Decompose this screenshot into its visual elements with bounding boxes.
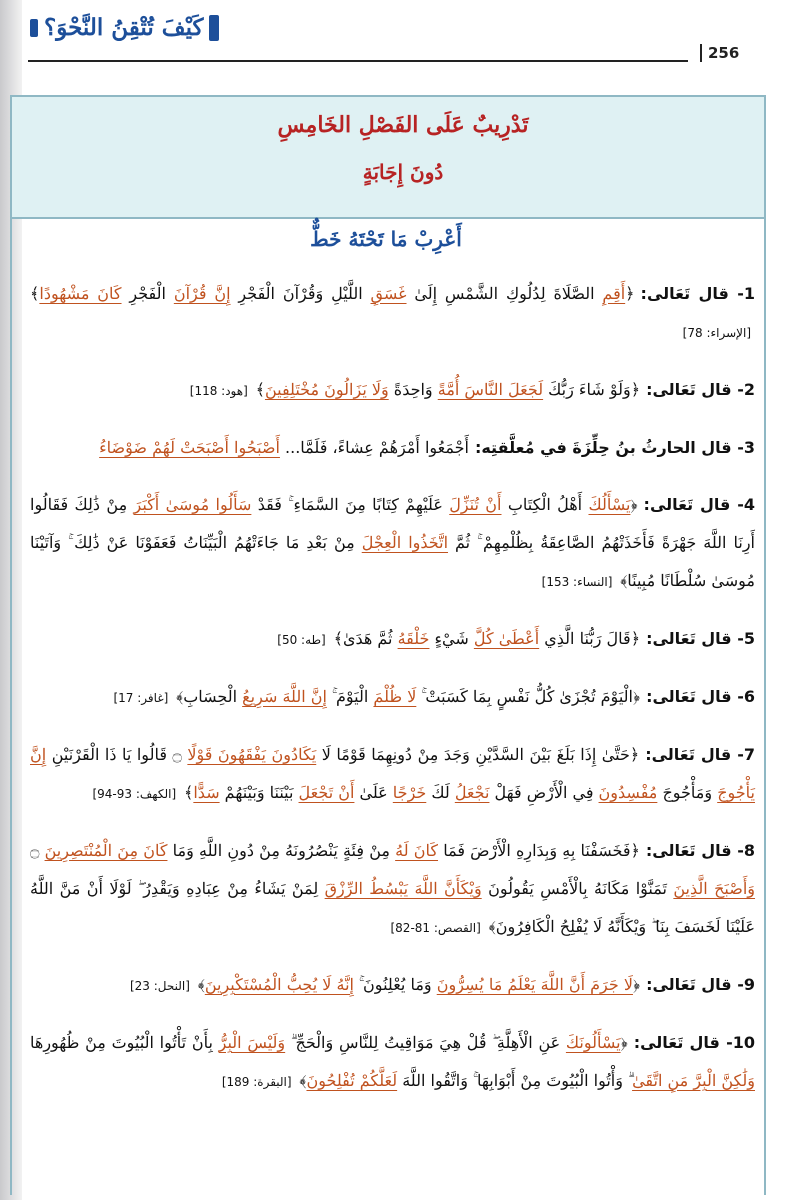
verse-text: أَهْلُ الْكِتَابِ <box>501 495 589 514</box>
verse-reference: [الكهف: 93-94] <box>92 787 180 801</box>
underlined-phrase: أَعْطَىٰ كُلَّ <box>473 629 540 648</box>
verse-reference: [النساء: 153] <box>541 575 617 589</box>
verse-text: بَيْنَنَا وَبَيْنَهُمْ <box>219 783 299 802</box>
question-number: 6- <box>731 687 755 706</box>
logo-ornament-icon <box>209 15 219 41</box>
verse-text: وَاحِدَةً <box>388 380 438 399</box>
question-number: 10- <box>719 1033 756 1052</box>
underlined-phrase: أَقِمِ <box>602 284 626 303</box>
book-title: كَيْفَ تُتْقِنُ النَّحْوَ؟ <box>44 14 204 41</box>
verse-text: لَكَ <box>426 783 455 802</box>
verse-text: ثُمَّ هَدَىٰ﴾ <box>333 629 398 648</box>
exercise-instruction: أَعْرِبْ مَا تَحْتَهُ خَطٌّ <box>310 227 462 251</box>
question-number: 4- <box>730 495 756 514</box>
verse-reference: [النحل: 23] <box>129 979 194 993</box>
verse-text: بِأَنْ تَأْتُوا الْبُيُوتَ مِنْ ظُهُورِهَا <box>30 1033 219 1052</box>
header-rule <box>28 60 688 62</box>
underlined-phrase: إِنَّ يَأْجُوجَ <box>30 745 755 802</box>
verse-text: عَنِ الْأَهِلَّةِ ۖ قُلْ هِيَ مَوَاقِيتُ لِلنَّاسِ وَالْحَجِّ ۗ <box>285 1033 566 1052</box>
verse-text: ۗ وَأْتُوا الْبُيُوتَ مِنْ أَبْوَابِهَا ۚ وَاتَّقُوا اللَّهَ <box>397 1071 633 1090</box>
question-label: قال تَعَالى: <box>633 1033 720 1052</box>
question-number: 7- <box>731 745 755 764</box>
verse-text: الْيَوْمَ ۚ <box>326 687 374 706</box>
question-item <box>30 371 755 410</box>
verse-text: وَمَا يُعْلِنُونَ ۚ <box>353 975 437 994</box>
verse-reference: [طه: 50] <box>277 633 330 647</box>
underlined-phrase: وَأَصْبَحَ الَّذِينَ <box>673 879 756 898</box>
verse-reference: [القصص: 81-82] <box>390 921 485 935</box>
verse-text: مِنْ بَعْدِ مَا جَاءَتْهُمُ الْبَيِّنَاتُ فَعَفَوْنَا عَنْ ذَٰلِكَ ۚ وَآتَيْنَا مُوسَىٰ سُلْطَانًا مُبِينًا﴾ <box>30 533 755 590</box>
underlined-phrase: يَسْأَلُونَكَ <box>565 1033 621 1052</box>
underlined-phrase: غَسَقِ <box>370 284 407 303</box>
verse-text: مِنْ ذَٰلِكَ فَقَالُوا أَرِنَا اللَّهَ جَهْرَةً فَأَخَذَتْهُمُ الصَّاعِقَةُ بِظُلْمِهِمْ ۚ ثُمَّ <box>30 495 756 552</box>
question-label: قال تَعَالى: <box>640 284 729 303</box>
verse-text: ﴾ <box>197 975 205 994</box>
question-number: 8- <box>731 841 756 860</box>
question-label: قال تَعَالى: <box>646 975 732 994</box>
page-number: 256 <box>700 44 739 62</box>
question-item <box>30 429 755 467</box>
verse-text: عَلَىٰ <box>354 783 393 802</box>
logo-ornament-icon <box>30 19 38 37</box>
verse-text: عَلَيْهِمْ كِتَابًا مِنَ السَّمَاءِ ۚ فَقَدْ <box>251 495 450 514</box>
underlined-phrase: أَنْ تَجْعَلَ <box>298 783 355 802</box>
underlined-phrase: نَجْعَلُ <box>454 783 490 802</box>
verse-reference: [غافر: 17] <box>113 691 173 705</box>
underlined-phrase: لَجَعَلَ النَّاسَ أُمَّةً <box>437 380 544 399</box>
question-number: 2- <box>731 380 755 399</box>
verse-text: الْحِسَابِ﴾ <box>176 687 243 706</box>
underlined-phrase: يَسْأَلُكَ <box>588 495 631 514</box>
underlined-phrase: أَنْ تُنَزِّلَ <box>449 495 502 514</box>
underlined-phrase: سَأَلُوا مُوسَىٰ أَكْبَرَ <box>133 495 252 514</box>
underlined-phrase: إِنَّهُ لَا يُحِبُّ الْمُسْتَكْبِرِينَ <box>204 975 354 994</box>
question-item <box>30 736 755 813</box>
underlined-phrase: خَرْجًا <box>392 783 427 802</box>
verse-text: وَمَأْجُوجَ <box>657 783 718 802</box>
verse-text: ﴿الْيَوْمَ تُجْزَىٰ كُلُّ نَفْسٍ بِمَا كَسَبَتْ ۚ <box>416 687 641 706</box>
verse-text: ﴿ <box>625 284 635 303</box>
question-label: قال تَعَالى: <box>645 745 732 764</box>
verse-text: الصَّلَاةَ لِدُلُوكِ الشَّمْسِ إِلَىٰ <box>406 284 603 303</box>
underlined-phrase: مُفْسِدُونَ <box>598 783 658 802</box>
questions-list <box>30 275 755 1120</box>
verse-text: ﴾ <box>299 1071 307 1090</box>
verse-reference: [البقرة: 189] <box>221 1075 296 1089</box>
underlined-phrase: وَلَيْسَ الْبِرُّ <box>218 1033 286 1052</box>
verse-text: ﴿فَخَسَفْنَا بِهِ وَبِدَارِهِ الْأَرْضَ فَمَا <box>438 841 640 860</box>
question-label: قال الحارثُ بنُ حِلِّزَةَ في مُعلَّقتِه: <box>474 438 732 457</box>
book-logo <box>30 14 219 41</box>
underlined-phrase: إِنَّ قُرْآنَ <box>173 284 231 303</box>
verse-text: ﴿حَتَّىٰ إِذَا بَلَغَ بَيْنَ السَّدَّيْنِ وَجَدَ مِنْ دُونِهِمَا قَوْمًا لَا <box>316 745 640 764</box>
question-item <box>30 275 755 352</box>
underlined-phrase: أَصْبَحُوا أَصْبَحَتْ لَهُمْ ضَوْضَاءُ <box>99 438 280 457</box>
underlined-phrase: سَدًّا <box>193 783 220 802</box>
underlined-phrase: اتَّخَذُوا الْعِجْلَ <box>361 533 449 552</box>
verse-text: تَمَنَّوْا مَكَانَهُ بِالْأَمْسِ يَقُولُونَ <box>481 879 674 898</box>
question-number: 1- <box>728 284 756 303</box>
verse-text: الْفَجْرِ <box>121 284 174 303</box>
underlined-phrase: كَانَ لَهُ <box>395 841 439 860</box>
question-label: قال تَعَالى: <box>645 841 732 860</box>
question-item <box>30 620 755 659</box>
question-label: قال تَعَالى: <box>643 495 731 514</box>
underlined-phrase: كَانَ مَشْهُودًا <box>39 284 122 303</box>
exercise-subtitle: دُونَ إِجَابَةٍ <box>362 160 444 184</box>
underlined-phrase: وَيْكَأَنَّ اللَّهَ يَبْسُطُ الرِّزْقَ <box>324 879 482 898</box>
question-label: قال تَعَالى: <box>646 687 732 706</box>
verse-text: شَيْءٍ <box>429 629 474 648</box>
question-number: 5- <box>731 629 755 648</box>
verse-text: ﴿ <box>620 1033 628 1052</box>
question-item <box>30 966 755 1005</box>
verse-text: ﴾ <box>30 284 40 303</box>
underlined-phrase: يَكَادُونَ يَفْقَهُونَ قَوْلًا <box>187 745 317 764</box>
question-item <box>30 1024 755 1101</box>
question-label: قال تَعَالى: <box>646 380 732 399</box>
verse-text: أَجْمَعُوا أَمْرَهُمْ عِشاءً، فَلَمَّا... <box>279 438 469 457</box>
question-number: 9- <box>731 975 755 994</box>
verse-text: ﴿قَالَ رَبُّنَا الَّذِي <box>539 629 641 648</box>
question-number: 3- <box>731 438 755 457</box>
verse-text: مِنْ فِئَةٍ يَنْصُرُونَهُ مِنْ دُونِ اللَّهِ وَمَا <box>167 841 396 860</box>
verse-text: ۝ <box>30 841 45 860</box>
verse-text: ﴿ <box>630 495 638 514</box>
question-item <box>30 832 755 947</box>
exercise-title: تَدْرِيبٌ عَلَى الفَصْلِ الخَامِسِ <box>277 112 529 138</box>
underlined-phrase: وَلَا يَزَالُونَ مُخْتَلِفِينَ <box>264 380 389 399</box>
underlined-phrase: وَلَٰكِنَّ الْبِرَّ مَنِ اتَّقَىٰ <box>632 1071 755 1090</box>
verse-text: ﴿وَلَوْ شَاءَ رَبُّكَ <box>543 380 641 399</box>
underlined-phrase: كَانَ مِنَ الْمُنْتَصِرِينَ <box>44 841 168 860</box>
verse-text: فِي الْأَرْضِ فَهَلْ <box>489 783 599 802</box>
verse-text: ﴾ <box>183 783 194 802</box>
underlined-phrase: لَعَلَّكُمْ تُفْلِحُونَ <box>306 1071 398 1090</box>
verse-text: ﴾ <box>255 380 265 399</box>
question-item <box>30 678 755 717</box>
verse-text: ﴿ <box>632 975 641 994</box>
question-item <box>30 486 755 601</box>
underlined-phrase: لَا جَرَمَ أَنَّ اللَّهَ يَعْلَمُ مَا يُسِرُّونَ <box>436 975 633 994</box>
verse-reference: [الإسراء: 78] <box>682 326 751 340</box>
verse-text: اللَّيْلِ وَقُرْآنَ الْفَجْرِ <box>230 284 371 303</box>
verse-text: لِمَنْ يَشَاءُ مِنْ عِبَادِهِ وَيَقْدِرُ ۖ لَوْلَا أَنْ مَنَّ اللَّهُ عَلَيْنَا لَخَسَفَ بِنَا ۖ وَيْكَأَنَّهُ لَا يُفْلِحُ الْكَافِرُونَ﴾ <box>30 879 755 936</box>
underlined-phrase: خَلْقَهُ <box>397 629 430 648</box>
verse-reference: [هود: 118] <box>189 384 252 398</box>
verse-text: ۝ قَالُوا يَا ذَا الْقَرْنَيْنِ <box>46 745 188 764</box>
underlined-phrase: لَا ظُلْمَ <box>373 687 417 706</box>
question-label: قال تَعَالى: <box>646 629 732 648</box>
underlined-phrase: إِنَّ اللَّهَ سَرِيعُ <box>242 687 327 706</box>
